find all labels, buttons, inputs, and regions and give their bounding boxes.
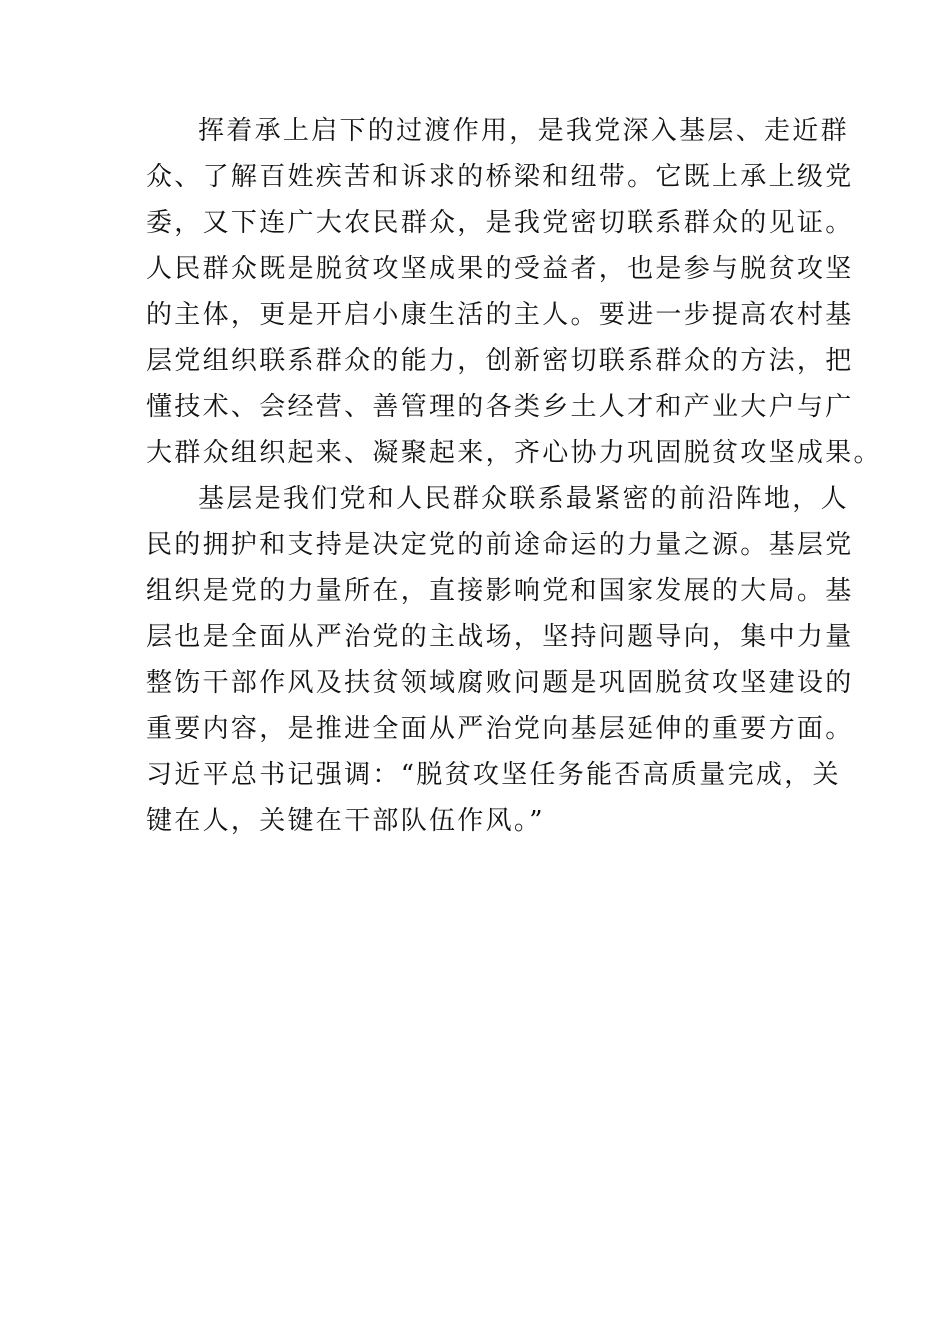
text-line: 重要内容，是推进全面从严治党向基层延伸的重要方面。 bbox=[146, 714, 854, 744]
text-line: 组织是党的力量所在，直接影响党和国家发展的大局。基 bbox=[146, 576, 854, 606]
text-line: 基层是我们党和人民群众联系最紧密的前沿阵地，人 bbox=[198, 484, 849, 514]
paragraph-2 bbox=[146, 476, 854, 844]
text-line: 键在人，关键在干部队伍作风。” bbox=[146, 806, 545, 836]
text-line: 整饬干部作风及扶贫领域腐败问题是巩固脱贫攻坚建设的 bbox=[146, 668, 854, 698]
text-line: 懂技术、会经营、善管理的各类乡土人才和产业大户与广 bbox=[146, 392, 854, 422]
text-line: 的主体，更是开启小康生活的主人。要进一步提高农村基 bbox=[146, 300, 854, 330]
text-line: 层也是全面从严治党的主战场，坚持问题导向，集中力量 bbox=[146, 622, 854, 652]
text-line: 人民群众既是脱贫攻坚成果的受益者，也是参与脱贫攻坚 bbox=[146, 254, 854, 284]
text-line: 层党组织联系群众的能力，创新密切联系群众的方法，把 bbox=[146, 346, 854, 376]
text-line: 习近平总书记强调：“脱贫攻坚任务能否高质量完成，关 bbox=[146, 760, 841, 790]
text-line: 委，又下连广大农民群众，是我党密切联系群众的见证。 bbox=[146, 208, 854, 238]
document-body bbox=[146, 108, 882, 844]
text-line: 大群众组织起来、凝聚起来，齐心协力巩固脱贫攻坚成果。 bbox=[146, 438, 882, 468]
text-line: 民的拥护和支持是决定党的前途命运的力量之源。基层党 bbox=[146, 530, 854, 560]
text-line: 挥着承上启下的过渡作用，是我党深入基层、走近群 bbox=[198, 116, 849, 146]
paragraph-1 bbox=[146, 108, 882, 476]
text-line: 众、了解百姓疾苦和诉求的桥梁和纽带。它既上承上级党 bbox=[146, 162, 854, 192]
